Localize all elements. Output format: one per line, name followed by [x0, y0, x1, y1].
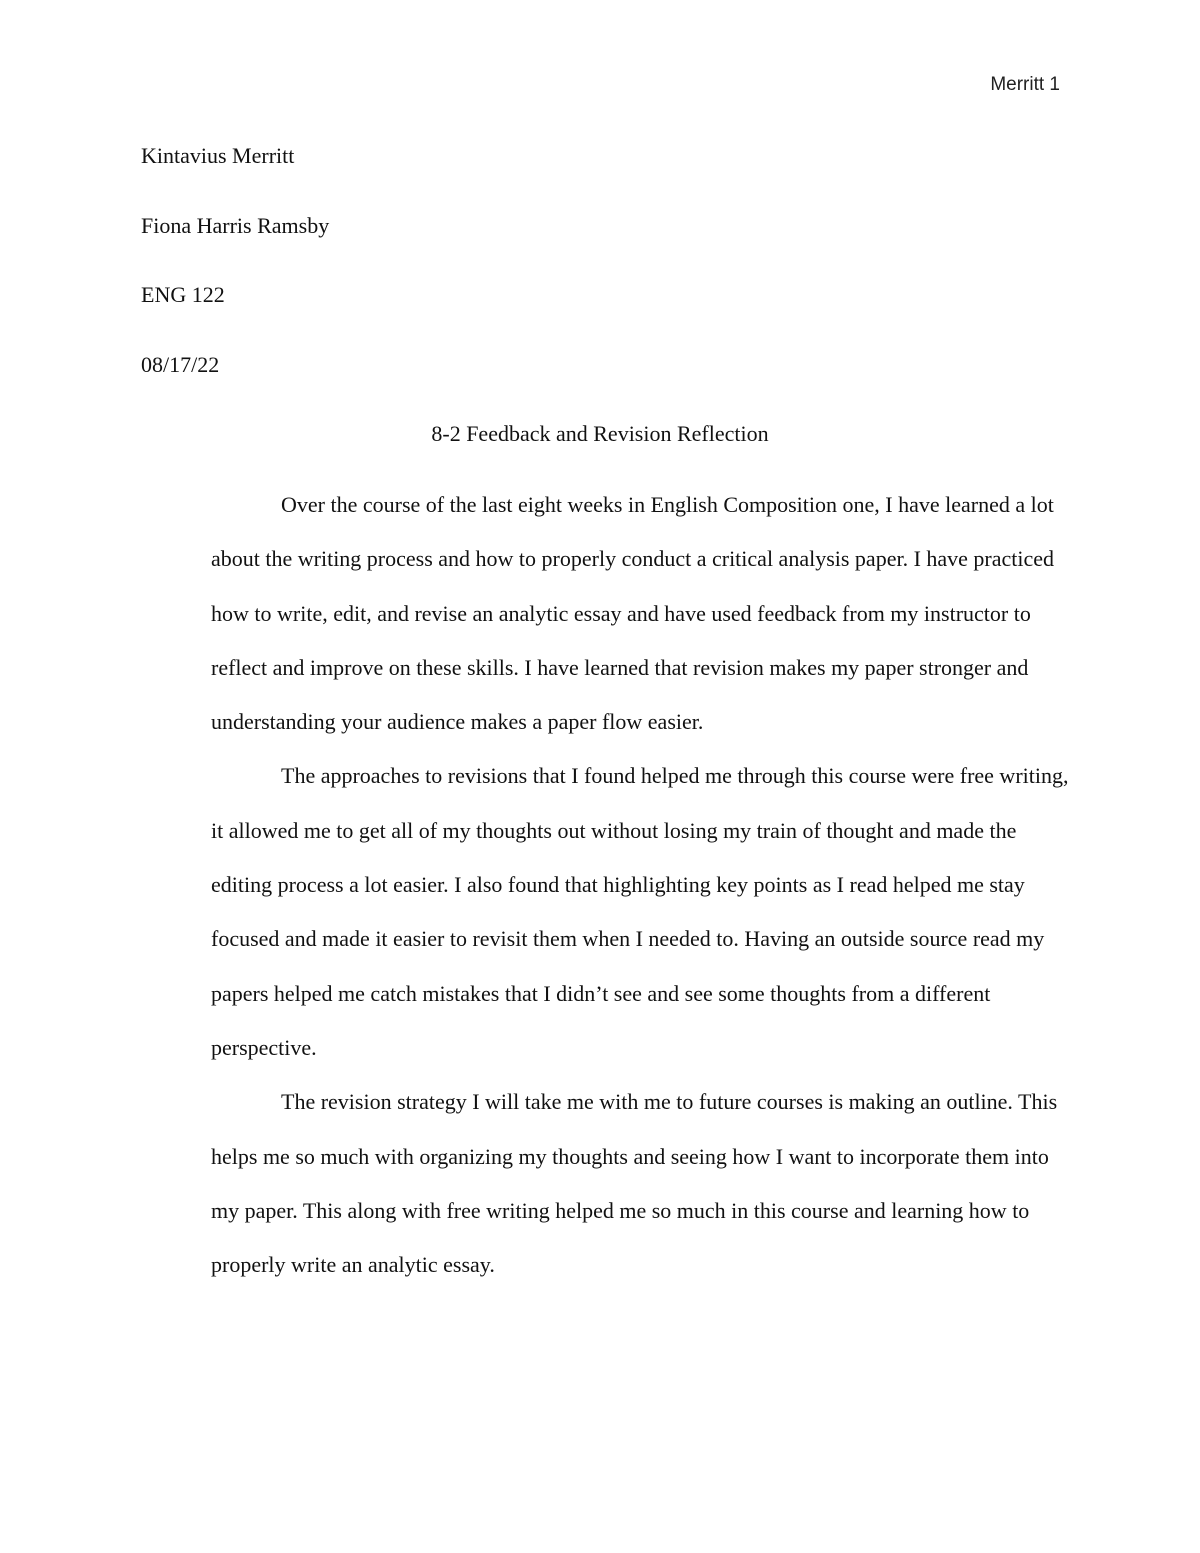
essay-body [211, 478, 1069, 1292]
student-name: Kintavius Merritt [141, 143, 295, 168]
date: 08/17/22 [141, 352, 220, 377]
running-head: Merritt 1 [990, 74, 1060, 95]
essay-title: 8-2 Feedback and Revision Reflection [431, 421, 769, 446]
instructor-name: Fiona Harris Ramsby [141, 213, 330, 238]
paragraph-1: Over the course of the last eight weeks in English Composition one, I have learned a lot about the writing process and how to properly conduct a critical analysis paper. I have practiced how to write, edit, and revise an analytic essay and have used feedback from my instructor to reflect and improve on these skills. I have learned that revision makes my paper stronger and understanding your audience makes a paper flow easier. [211, 492, 1055, 735]
course-code: ENG 122 [141, 282, 225, 307]
paragraph-2: The approaches to revisions that I found helped me through this course were free writing, it allowed me to get all of my thoughts out without losing my train of thought and made the editing process a lot easier. I also found that highlighting key points as I read helped me stay focused and made it easier to revisit them when I needed to. Having an outside source read my papers helped me catch mistakes that I didn’t see and see some thoughts from a different perspective. [211, 763, 1069, 1060]
paragraph-3: The revision strategy I will take me with me to future courses is making an outline. This helps me so much with organizing my thoughts and seeing how I want to incorporate them into my paper. This along with free writing helped me so much in this course and learning how to properly write an analytic essay. [211, 1089, 1058, 1278]
